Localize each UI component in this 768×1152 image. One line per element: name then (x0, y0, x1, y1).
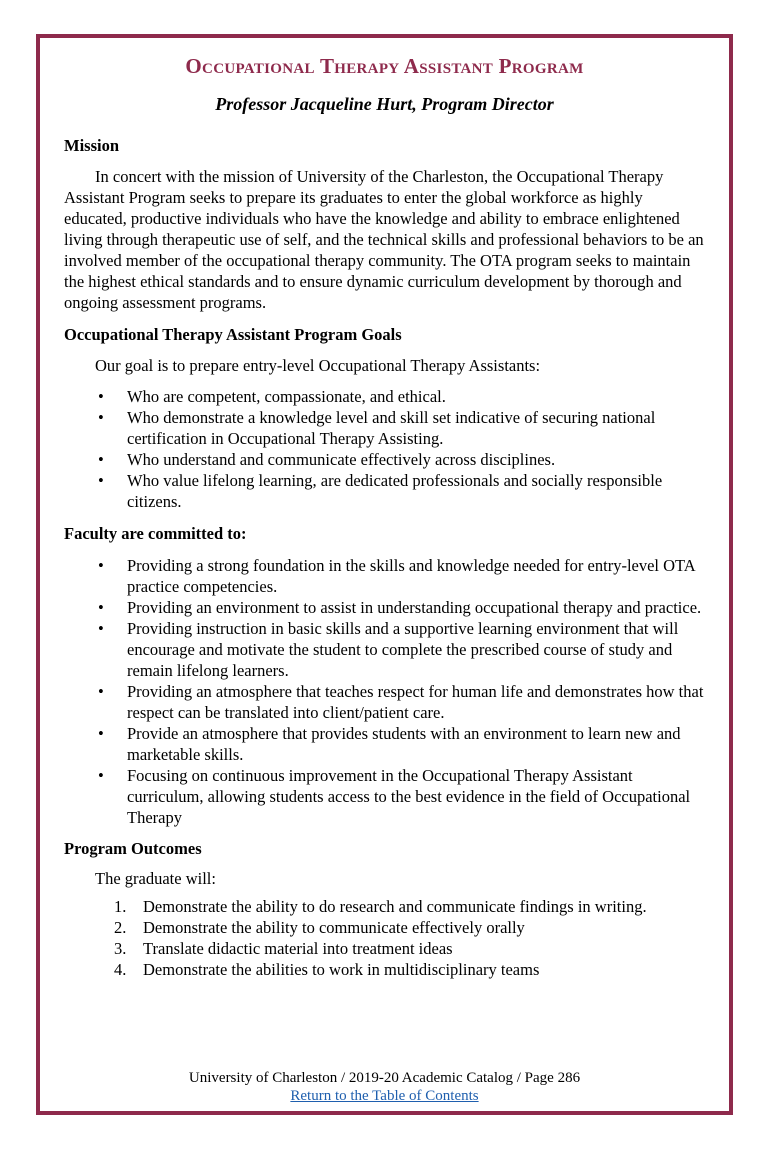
list-item: • Providing an environment to assist in understanding occupational therapy and practice. (64, 597, 705, 618)
mission-paragraph: In concert with the mission of University of the Charleston, the Occupational Therapy Assistant Program seeks to prepare its graduates to enter the global workforce as highly educated, productive individuals who have the knowledge and ability to embrace enlightened living through therapeutic use of self, and the technical skills and professional behaviors to be an involved member of the occupational therapy community. The OTA program seeks to maintain the highest ethical standards and to ensure dynamic curriculum development by thorough and ongoing assessment programs. (64, 167, 704, 312)
program-outcomes-heading: Program Outcomes (64, 839, 202, 858)
list-item: • Providing instruction in basic skills and a supportive learning environment that will encourage and motivate the student to complete the prescribed course of study and remain lifelong learners. (64, 618, 705, 681)
page-title: Occupational Therapy Assistant Program (185, 54, 584, 78)
list-item: Demonstrate the ability to do research and communicate findings in writing. (143, 897, 647, 916)
list-item: • Providing an atmosphere that teaches respect for human life and demonstrates how that respect can be translated into client/patient care. (64, 681, 705, 723)
list-item: • Who are competent, compassionate, and ethical. (64, 386, 705, 407)
list-item: • Who value lifelong learning, are dedicated professionals and socially responsible citizens. (64, 470, 705, 512)
list-item: • Providing a strong foundation in the skills and knowledge needed for entry-level OTA practice competencies. (64, 555, 705, 597)
faculty-bullet-list (64, 555, 705, 828)
list-item: Demonstrate the ability to communicate effectively orally (143, 918, 525, 937)
catalog-page-frame (36, 34, 733, 1115)
return-to-toc-link[interactable]: Return to the Table of Contents (290, 1087, 479, 1104)
program-goals-heading: Occupational Therapy Assistant Program Goals (64, 325, 402, 344)
outcomes-numbered-list (64, 896, 705, 980)
footer-catalog-line: University of Charleston / 2019-20 Academic Catalog / Page 286 (188, 1070, 581, 1086)
page-footer (64, 1070, 705, 1105)
faculty-heading: Faculty are committed to: (64, 524, 247, 543)
program-director-subtitle: Professor Jacqueline Hurt, Program Director (215, 94, 554, 114)
mission-heading: Mission (64, 136, 120, 155)
list-item: Translate didactic material into treatment ideas (143, 939, 453, 958)
list-item: • Provide an atmosphere that provides students with an environment to learn new and marketable skills. (64, 723, 705, 765)
list-item: • Who understand and communicate effectively across disciplines. (64, 449, 705, 470)
outcomes-intro: The graduate will: (95, 869, 216, 888)
goals-intro: Our goal is to prepare entry-level Occupational Therapy Assistants: (95, 356, 541, 375)
goals-bullet-list (64, 386, 705, 512)
list-item: • Focusing on continuous improvement in the Occupational Therapy Assistant curriculum, allowing students access to the best evidence in the field of Occupational Therapy (64, 765, 705, 828)
list-item: Demonstrate the abilities to work in multidisciplinary teams (143, 960, 540, 979)
list-item: • Who demonstrate a knowledge level and skill set indicative of securing national certification in Occupational Therapy Assisting. (64, 407, 705, 449)
